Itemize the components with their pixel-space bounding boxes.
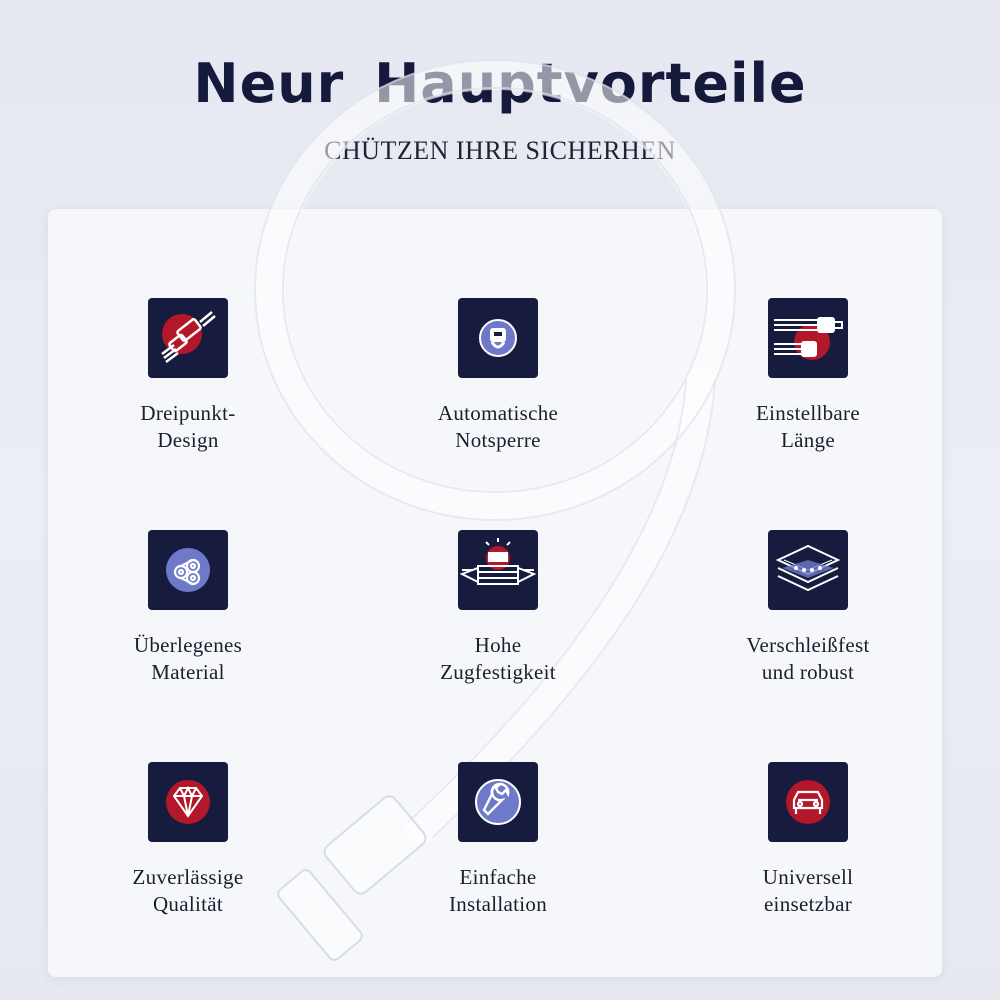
- feature-label: Hohe: [474, 633, 522, 657]
- page-subtitle: CHÜTZEN IHRE SICHERHEN: [324, 136, 676, 165]
- feature-label: Installation: [448, 892, 548, 916]
- feature-item: [378, 762, 618, 918]
- diamond-icon: [148, 762, 228, 842]
- feature-item: [688, 298, 928, 454]
- feature-label: Einfache: [459, 865, 537, 889]
- page-title: Neur Hauptvorteile: [193, 52, 807, 115]
- feature-label: Universell: [762, 865, 854, 889]
- feature-item: [68, 762, 308, 918]
- feature-item: [68, 298, 308, 454]
- feature-label: Verschleißfest: [746, 633, 870, 657]
- feature-label: Zuverlässige: [132, 865, 244, 889]
- feature-item: [378, 530, 618, 686]
- automatic-lock-icon: [458, 298, 538, 378]
- car-icon: [768, 762, 848, 842]
- feature-label: und robust: [761, 660, 855, 684]
- tension-strength-icon: [458, 530, 538, 610]
- feature-label: Material: [151, 660, 225, 684]
- feature-item: [68, 530, 308, 686]
- feature-label: Überlegenes: [133, 633, 243, 657]
- feature-label: Design: [157, 428, 219, 452]
- feature-label: Zugfestigkeit: [440, 660, 556, 684]
- feature-label: einsetzbar: [763, 892, 853, 916]
- material-rolls-icon: [148, 530, 228, 610]
- feature-label: Notsperre: [455, 428, 541, 452]
- seatbelt-buckle-icon: [148, 298, 228, 378]
- feature-item: [688, 530, 928, 686]
- feature-label: Länge: [781, 428, 835, 452]
- feature-label: Dreipunkt-: [140, 401, 236, 425]
- adjustable-belt-icon: [768, 298, 848, 378]
- feature-label: Qualität: [152, 892, 224, 916]
- layers-icon: [768, 530, 848, 610]
- feature-item: [688, 762, 928, 918]
- feature-item: [378, 298, 618, 454]
- wrench-icon: [458, 762, 538, 842]
- feature-label: Einstellbare: [756, 401, 860, 425]
- feature-label: Automatische: [437, 401, 559, 425]
